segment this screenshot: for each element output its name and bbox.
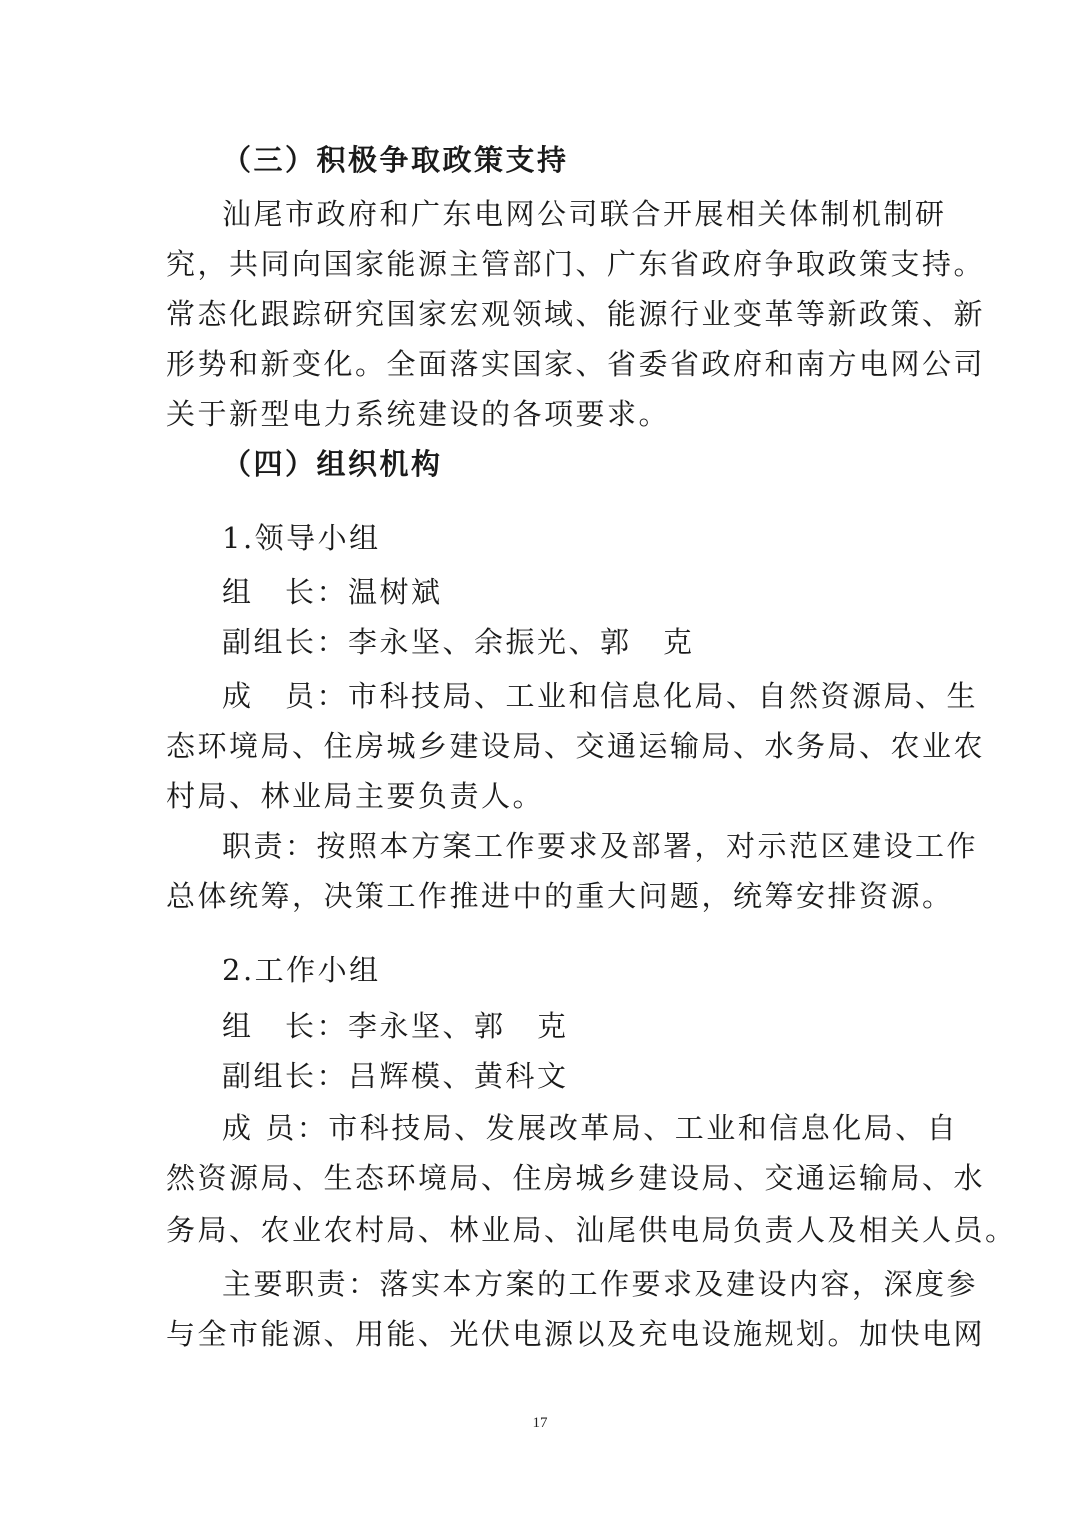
group-members-line: 然资源局、生态环境局、住房城乡建设局、交通运输局、水 <box>166 1161 986 1195</box>
page-number: 17 <box>532 1415 548 1431</box>
subsection-title: 2.工作小组 <box>222 953 381 987</box>
group-members-line: 务局、农业农村局、林业局、汕尾供电局负责人及相关人员。 <box>166 1213 1017 1247</box>
paragraph-line: 形势和新变化。全面落实国家、省委省政府和南方电网公司 <box>166 347 986 381</box>
group-deputy: 副组长：李永坚、余振光、郭 克 <box>222 625 695 659</box>
group-duty-line: 职责：按照本方案工作要求及部署，对示范区建设工作 <box>222 829 979 863</box>
group-members-line: 态环境局、住房城乡建设局、交通运输局、水务局、农业农 <box>166 729 986 763</box>
group-duty-line: 与全市能源、用能、光伏电源以及充电设施规划。加快电网 <box>166 1317 986 1351</box>
section-heading: （四）组织机构 <box>222 447 443 481</box>
group-members-line: 成 员：市科技局、发展改革局、工业和信息化局、自 <box>222 1111 959 1145</box>
group-duty-line: 主要职责：落实本方案的工作要求及建设内容，深度参 <box>222 1267 979 1301</box>
group-leader: 组 长：李永坚、郭 克 <box>222 1009 569 1043</box>
group-deputy: 副组长：吕辉模、黄科文 <box>222 1059 569 1093</box>
paragraph-line: 究，共同向国家能源主管部门、广东省政府争取政策支持。 <box>166 247 986 281</box>
group-leader: 组 长：温树斌 <box>222 575 443 609</box>
paragraph-line: 汕尾市政府和广东电网公司联合开展相关体制机制研 <box>222 197 947 231</box>
subsection-title: 1.领导小组 <box>222 521 381 555</box>
group-members-line: 成 员：市科技局、工业和信息化局、自然资源局、生 <box>222 679 979 713</box>
group-duty-line: 总体统筹，决策工作推进中的重大问题，统筹安排资源。 <box>166 879 954 913</box>
paragraph-line: 常态化跟踪研究国家宏观领域、能源行业变革等新政策、新 <box>166 297 986 331</box>
group-members-line: 村局、林业局主要负责人。 <box>166 779 545 813</box>
paragraph-line: 关于新型电力系统建设的各项要求。 <box>166 397 671 431</box>
section-heading: （三）积极争取政策支持 <box>222 143 569 177</box>
